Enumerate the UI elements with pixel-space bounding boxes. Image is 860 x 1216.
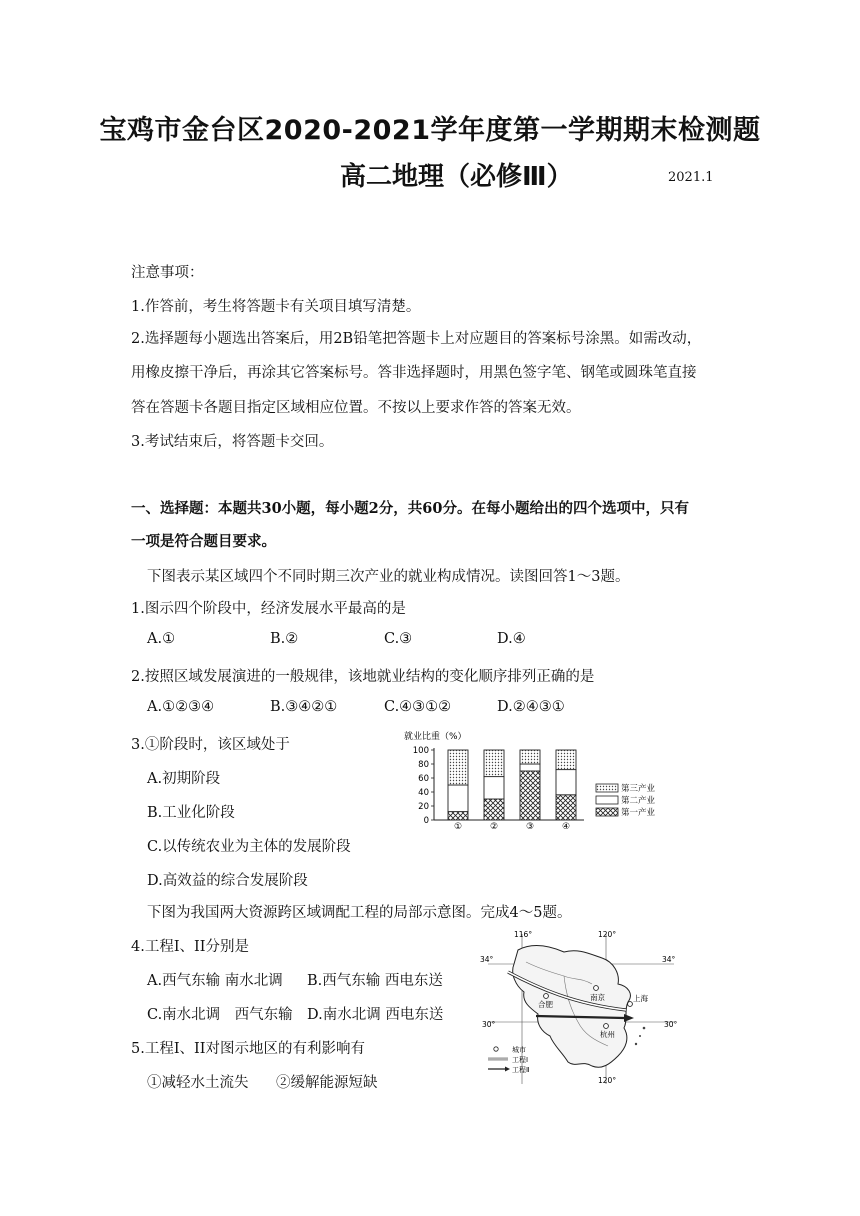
option-c: C.④③①② bbox=[384, 699, 452, 715]
option-a: A.西气东输 南水北调 bbox=[147, 973, 283, 989]
legend-secondary: 第二产业 bbox=[621, 796, 656, 806]
bar-segment bbox=[556, 795, 576, 820]
city-label: 杭州 bbox=[600, 1030, 615, 1039]
option-a: A.初期阶段 bbox=[147, 771, 221, 787]
note-line: 2.选择题每小题选出答案后，用2B铅笔把答题卡上对应题目的答案标号涂黑。如需改动， bbox=[131, 331, 702, 347]
option-b: B.西气东输 西电东送 bbox=[307, 973, 443, 989]
city-shanghai-marker bbox=[628, 1002, 633, 1007]
chart-bars bbox=[448, 750, 576, 830]
lat-label: 34° bbox=[480, 955, 494, 964]
y-tick-label: 80 bbox=[418, 760, 429, 770]
lat-label: 34° bbox=[662, 955, 676, 964]
island bbox=[643, 1027, 646, 1030]
y-tick-label: 0 bbox=[423, 816, 429, 826]
bar-segment bbox=[556, 750, 576, 770]
y-tick-label: 100 bbox=[412, 746, 429, 756]
option-a: A.①②③④ bbox=[147, 699, 215, 715]
project-2-arrowhead bbox=[624, 1014, 634, 1022]
question-stem: 5.工程Ⅰ、II对图示地区的有利影响有 bbox=[131, 1041, 366, 1057]
lon-label: 120° bbox=[598, 930, 617, 939]
legend-project-2: 工程Ⅱ bbox=[512, 1066, 530, 1074]
option-c: C.③ bbox=[384, 631, 413, 647]
x-tick-label: ① bbox=[453, 822, 463, 830]
exam-subtitle: 高二地理（必修Ⅲ） bbox=[340, 162, 573, 192]
x-tick-label: ④ bbox=[561, 822, 571, 830]
legend-swatch-tertiary bbox=[596, 784, 618, 792]
employment-chart bbox=[398, 728, 698, 830]
option-a: A.① bbox=[147, 631, 176, 647]
bar-segment bbox=[520, 771, 540, 820]
city-label: 上海 bbox=[633, 994, 648, 1003]
city-hangzhou-marker bbox=[604, 1024, 609, 1029]
exam-title: 宝鸡市金台区2020-2021学年度第一学期期末检测题 bbox=[99, 115, 761, 146]
bar-segment bbox=[448, 750, 468, 785]
question-stem: 1.图示四个阶段中，经济发展水平最高的是 bbox=[131, 601, 406, 617]
bar-segment bbox=[484, 777, 504, 799]
option-b: B.工业化阶段 bbox=[147, 805, 235, 821]
y-tick-label: 40 bbox=[418, 788, 429, 798]
option-b: B.③④②① bbox=[270, 699, 338, 715]
city-hefei-marker bbox=[544, 994, 549, 999]
legend-tertiary: 第三产业 bbox=[621, 784, 656, 794]
y-tick-label: 20 bbox=[418, 802, 429, 812]
note-line: 答在答题卡各题目指定区域相应位置。不按以上要求作答的答案无效。 bbox=[131, 400, 581, 416]
intro-text: 下图为我国两大资源跨区域调配工程的局部示意图。完成4～5题。 bbox=[147, 905, 572, 921]
option-d: D.南水北调 西电东送 bbox=[307, 1007, 444, 1023]
bar-segment bbox=[520, 750, 540, 764]
option-d: D.②④③① bbox=[497, 699, 565, 715]
city-label: 合肥 bbox=[538, 1000, 553, 1009]
y-tick-label: 60 bbox=[418, 774, 429, 784]
legend-swatch-secondary bbox=[596, 796, 618, 804]
option-c: C.以传统农业为主体的发展阶段 bbox=[147, 839, 351, 855]
intro-text: 下图表示某区域四个不同时期三次产业的就业构成情况。读图回答1～3题。 bbox=[147, 569, 630, 585]
section-heading-cont: 一项是符合题目要求。 bbox=[131, 533, 276, 550]
notes-heading: 注意事项： bbox=[131, 265, 204, 281]
bar-segment bbox=[484, 799, 504, 820]
lon-label: 120° bbox=[598, 1076, 617, 1085]
resource-transfer-map bbox=[478, 928, 690, 1090]
island bbox=[635, 1043, 637, 1045]
bar-segment bbox=[556, 770, 576, 795]
x-tick-label: ② bbox=[489, 822, 499, 830]
option-d: D.高效益的综合发展阶段 bbox=[147, 873, 308, 889]
option-d: D.④ bbox=[497, 631, 526, 647]
x-tick-label: ③ bbox=[525, 822, 535, 830]
exam-date: 2021.1 bbox=[668, 170, 714, 185]
option-b: B.② bbox=[270, 631, 299, 647]
legend-swatch-primary bbox=[596, 808, 618, 816]
lat-label: 30° bbox=[664, 1020, 678, 1029]
lon-label: 116° bbox=[514, 930, 533, 939]
question-stem: 4.工程Ⅰ、II分别是 bbox=[131, 939, 250, 955]
legend-project-1: 工程Ⅰ bbox=[512, 1056, 529, 1064]
note-line: 1.作答前，考生将答题卡有关项目填写清楚。 bbox=[131, 299, 421, 315]
option-c: C.南水北调 西气东输 bbox=[147, 1007, 293, 1023]
bar-segment bbox=[520, 764, 540, 771]
section-heading: 一、选择题：本题共30小题，每小题2分，共60分。在每小题给出的四个选项中，只有 bbox=[131, 500, 689, 517]
bar-segment bbox=[484, 750, 504, 777]
question-stem: 2.按照区域发展演进的一般规律，该地就业结构的变化顺序排列正确的是 bbox=[131, 669, 595, 685]
note-line: 3.考试结束后，将答题卡交回。 bbox=[131, 434, 334, 450]
statement-2: ②缓解能源短缺 bbox=[276, 1075, 378, 1091]
legend-city-symbol bbox=[494, 1047, 498, 1051]
lat-label: 30° bbox=[482, 1020, 496, 1029]
question-stem: 3.①阶段时，该区域处于 bbox=[131, 737, 290, 753]
bar-segment bbox=[448, 812, 468, 820]
legend-primary: 第一产业 bbox=[621, 808, 656, 818]
bar-segment bbox=[448, 785, 468, 812]
city-label: 南京 bbox=[590, 993, 605, 1002]
note-line: 用橡皮擦干净后，再涂其它答案标号。答非选择题时，用黑色签字笔、钢笔或圆珠笔直接 bbox=[131, 365, 697, 381]
city-nanjing-marker bbox=[594, 986, 599, 991]
chart-ylabel: 就业比重（%） bbox=[404, 732, 467, 742]
chart-legend bbox=[596, 783, 656, 818]
legend-city: 城市 bbox=[512, 1046, 526, 1054]
island bbox=[639, 1035, 641, 1037]
statement-1: ①减轻水土流失 bbox=[147, 1075, 249, 1091]
